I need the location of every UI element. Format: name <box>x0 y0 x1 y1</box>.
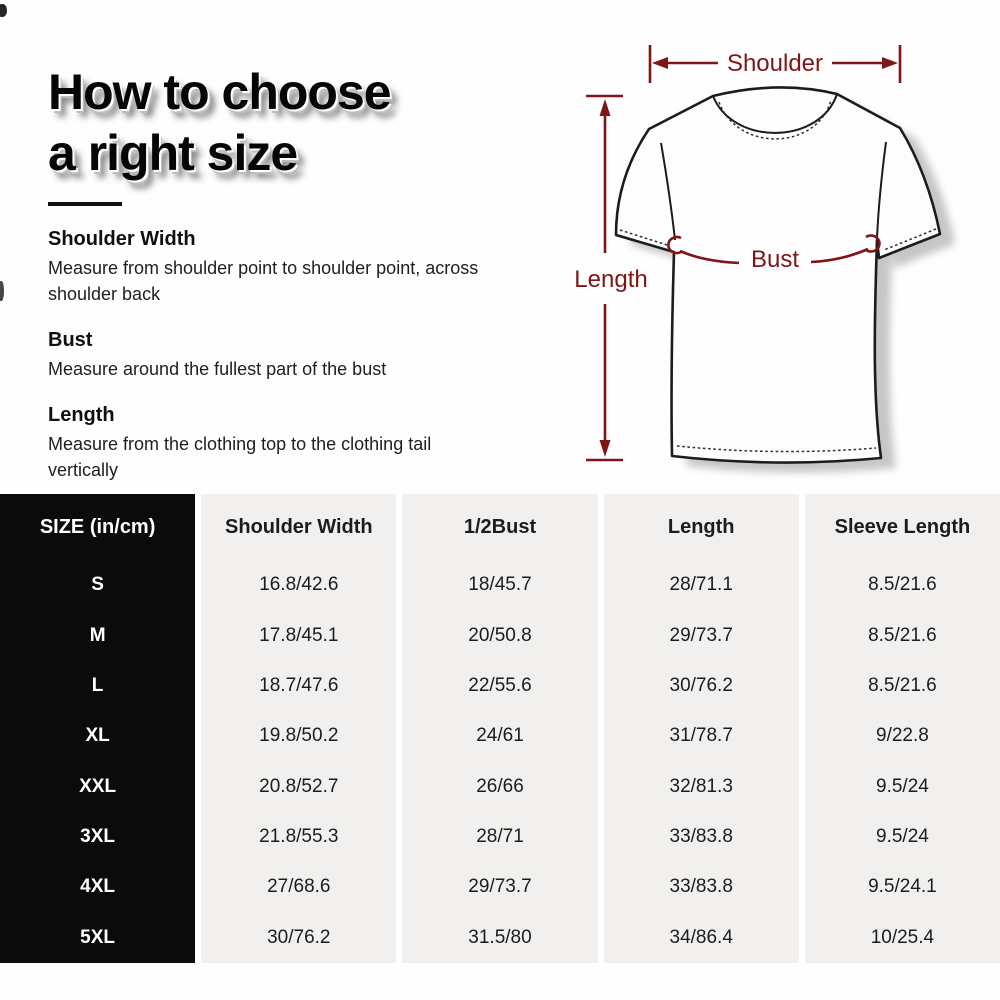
section-heading: Bust <box>48 329 93 351</box>
page-title-line1: How to choose <box>48 64 391 120</box>
column-header-cell: 1/2Bust <box>463 515 537 538</box>
measurement-column <box>402 494 597 963</box>
section-length <box>48 402 480 483</box>
title-underline <box>48 202 122 206</box>
page-title-line2: a right size <box>48 125 298 181</box>
measurement-value-cell: 32/81.3 <box>669 775 733 797</box>
column-header-cell: Length <box>667 515 735 538</box>
measurement-value-cell: 16.8/42.6 <box>259 574 339 596</box>
measurement-value-cell: 18.7/47.6 <box>259 674 339 696</box>
size-label-cell: M <box>89 624 106 646</box>
section-heading: Shoulder Width <box>48 228 196 250</box>
column-header-cell: Shoulder Width <box>225 515 373 538</box>
measurement-value-cell: 30/76.2 <box>267 926 331 948</box>
tshirt-diagram-svg <box>552 0 1000 492</box>
measurement-value-cell: 20/50.8 <box>468 624 532 646</box>
shoulder-right-arrowhead <box>882 57 898 69</box>
section-heading: Length <box>48 404 115 426</box>
measurement-value-cell: 8.5/21.6 <box>868 624 937 646</box>
shoulder-left-arrowhead <box>652 57 668 69</box>
size-label-cell: XL <box>85 725 110 747</box>
measurement-value-cell: 18/45.7 <box>468 574 532 596</box>
size-column <box>0 494 195 963</box>
measurement-value-cell: 9.5/24.1 <box>868 876 937 898</box>
length-down-arrowhead <box>600 440 611 457</box>
bust-dimension-label: Bust <box>750 246 800 273</box>
measurement-value-cell: 24/61 <box>476 725 524 747</box>
measurement-value-cell: 22/55.6 <box>468 674 532 696</box>
section-bust <box>48 327 480 382</box>
edge-artifact <box>0 4 7 17</box>
tshirt-measurement-diagram <box>552 0 1000 492</box>
length-up-arrowhead <box>600 99 611 116</box>
measurement-column <box>201 494 396 963</box>
measurement-value-cell: 28/71.1 <box>669 574 733 596</box>
measurement-value-cell: 27/68.6 <box>267 876 331 898</box>
size-label-cell: XXL <box>79 775 117 797</box>
length-dimension-label: Length <box>574 266 648 293</box>
measurement-value-cell: 17.8/45.1 <box>259 624 339 646</box>
measurement-value-cell: 9.5/24 <box>876 775 929 797</box>
measurement-value-cell: 9.5/24 <box>876 826 929 848</box>
measurement-value-cell: 30/76.2 <box>669 674 733 696</box>
shoulder-dimension-label: Shoulder <box>726 50 824 77</box>
edge-artifact <box>0 281 4 301</box>
measurement-value-cell: 33/83.8 <box>669 876 733 898</box>
measurement-value-cell: 29/73.7 <box>669 624 733 646</box>
measurement-value-cell: 8.5/21.6 <box>868 674 937 696</box>
measurement-value-cell: 10/25.4 <box>870 926 935 948</box>
column-header-cell: Sleeve Length <box>834 515 971 538</box>
section-body: Measure from shoulder point to shoulder point, across shoulder back <box>48 258 479 304</box>
section-shoulder-width <box>48 226 480 307</box>
measurement-column <box>805 494 1000 963</box>
measurement-value-cell: 29/73.7 <box>468 876 532 898</box>
measurement-value-cell: 26/66 <box>476 775 524 797</box>
size-table-unit-header: SIZE (in/cm) <box>39 515 156 538</box>
section-body: Measure from the clothing top to the clothing tail vertically <box>48 434 432 480</box>
measurement-value-cell: 21.8/55.3 <box>259 826 339 848</box>
size-table <box>0 494 1000 963</box>
measurement-value-cell: 8.5/21.6 <box>868 574 937 596</box>
measurement-value-cell: 20.8/52.7 <box>259 775 339 797</box>
measurement-value-cell: 34/86.4 <box>669 926 733 948</box>
size-label-cell: L <box>91 674 104 696</box>
guide-panel <box>48 62 480 483</box>
measurement-value-cell: 28/71 <box>476 826 524 848</box>
measurement-value-cell: 31/78.7 <box>669 725 733 747</box>
shoulder-dimension <box>650 45 900 83</box>
size-label-cell: 3XL <box>80 826 116 848</box>
size-label-cell: 4XL <box>80 876 116 898</box>
measurement-value-cell: 19.8/50.2 <box>259 725 339 747</box>
measurement-value-cell: 33/83.8 <box>669 826 733 848</box>
size-label-cell: S <box>91 574 104 596</box>
size-label-cell: 5XL <box>80 926 116 948</box>
section-body: Measure around the fullest part of the bust <box>48 359 387 379</box>
measurement-value-cell: 31.5/80 <box>468 926 532 948</box>
measurement-value-cell: 9/22.8 <box>876 725 929 747</box>
page-title <box>48 62 480 184</box>
measurement-column <box>604 494 799 963</box>
tshirt-outline <box>616 87 940 462</box>
